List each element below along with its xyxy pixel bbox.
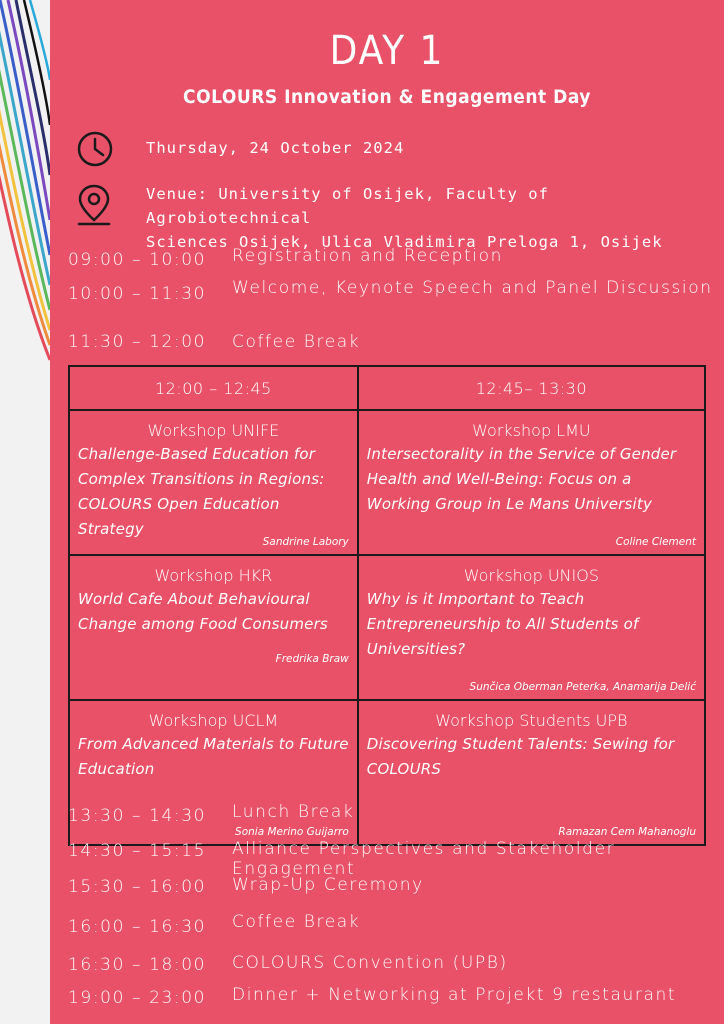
workshop-table (68, 365, 706, 846)
schedule-activity: Lunch Break (232, 802, 355, 822)
schedule-activity: Dinner + Networking at Projekt 9 restaurant (232, 985, 677, 1005)
schedule-time: 09:00 – 10:00 (68, 250, 207, 270)
schedule-activity: Coffee Break (232, 912, 361, 932)
day-title: DAY 1 (329, 28, 445, 74)
workshop-title: Workshop LMU (472, 421, 591, 440)
workshop-presenter: Fredrika Braw (275, 653, 349, 665)
schedule-time: 10:00 – 11:30 (68, 284, 207, 304)
schedule-time: 19:00 – 23:00 (68, 988, 207, 1008)
workshop-cell (69, 555, 358, 700)
schedule-time: 16:00 – 16:30 (68, 917, 207, 937)
schedule-activity: Wrap-Up Ceremony (232, 875, 424, 895)
workshop-description: Why is it Important to Teach Entrepreneurship to All Students of Universities? (366, 590, 639, 658)
color-waves-icon (0, 0, 50, 1024)
clock-icon (76, 130, 114, 168)
workshop-title: Workshop UCLM (148, 711, 279, 730)
workshop-title: Workshop Students UPB (435, 711, 628, 730)
workshop-description: Intersectorality in the Service of Gender Health and Well-Being: Focus on a Working Group in Le Mans University (366, 445, 677, 513)
schedule-activity: COLOURS Convention (UPB) (232, 953, 508, 973)
location-pin-icon (76, 182, 112, 228)
workshop-presenter: Ramazan Cem Mahanoglu (558, 826, 696, 838)
schedule-time: 11:30 – 12:00 (68, 332, 207, 352)
schedule-time: 16:30 – 18:00 (68, 955, 207, 975)
event-subtitle: COLOURS Innovation & Engagement Day (183, 86, 591, 108)
workshop-row (69, 410, 705, 555)
workshop-slot-1-time: 12:00 – 12:45 (69, 366, 358, 410)
workshop-presenter: Sonia Merino Guijarro (235, 826, 349, 838)
workshop-cell (69, 410, 358, 555)
workshop-description: Discovering Student Talents: Sewing for COLOURS (366, 735, 675, 778)
workshop-cell (358, 700, 705, 845)
workshop-description: Challenge-Based Education for Complex Transitions in Regions: COLOURS Open Education Strategy (78, 445, 325, 538)
workshop-cell (358, 410, 705, 555)
venue-line-1: Venue: University of Osijek, Faculty of Agrobiotechnical (146, 185, 549, 227)
workshop-title: Workshop UNIFE (147, 421, 280, 440)
workshop-title: Workshop UNIOS (463, 566, 599, 585)
schedule-activity: Welcome, Keynote Speech and Panel Discussion (232, 278, 713, 298)
workshop-presenter: Sunčica Oberman Peterka, Anamarija Delić (469, 681, 696, 693)
schedule-activity: Coffee Break (232, 332, 361, 352)
workshop-row (69, 555, 705, 700)
schedule-time: 15:30 – 16:00 (68, 877, 207, 897)
decorative-strip (0, 0, 50, 1024)
workshop-presenter: Sandrine Labory (262, 536, 349, 548)
schedule-activity: Registration and Reception (232, 246, 503, 266)
schedule-time: 13:30 – 14:30 (68, 806, 207, 826)
schedule-activity: Alliance Perspectives and Stakeholder Engagement (232, 839, 616, 879)
event-venue (146, 182, 724, 254)
schedule-time: 14:30 – 15:15 (68, 841, 207, 861)
workshop-cell (358, 555, 705, 700)
workshop-description: World Cafe About Behavioural Change among Food Consumers (78, 590, 328, 633)
workshop-slot-2-time: 12:45– 13:30 (358, 366, 705, 410)
workshop-header-row (69, 366, 705, 410)
workshop-description: From Advanced Materials to Future Education (78, 735, 349, 778)
venue-line-2: Sciences Osijek, Ulica Vladimira Preloga 1, Osijek (146, 233, 663, 251)
workshop-title: Workshop HKR (154, 566, 273, 585)
event-date: Thursday, 24 October 2024 (146, 139, 405, 157)
workshop-presenter: Coline Clement (615, 536, 696, 548)
